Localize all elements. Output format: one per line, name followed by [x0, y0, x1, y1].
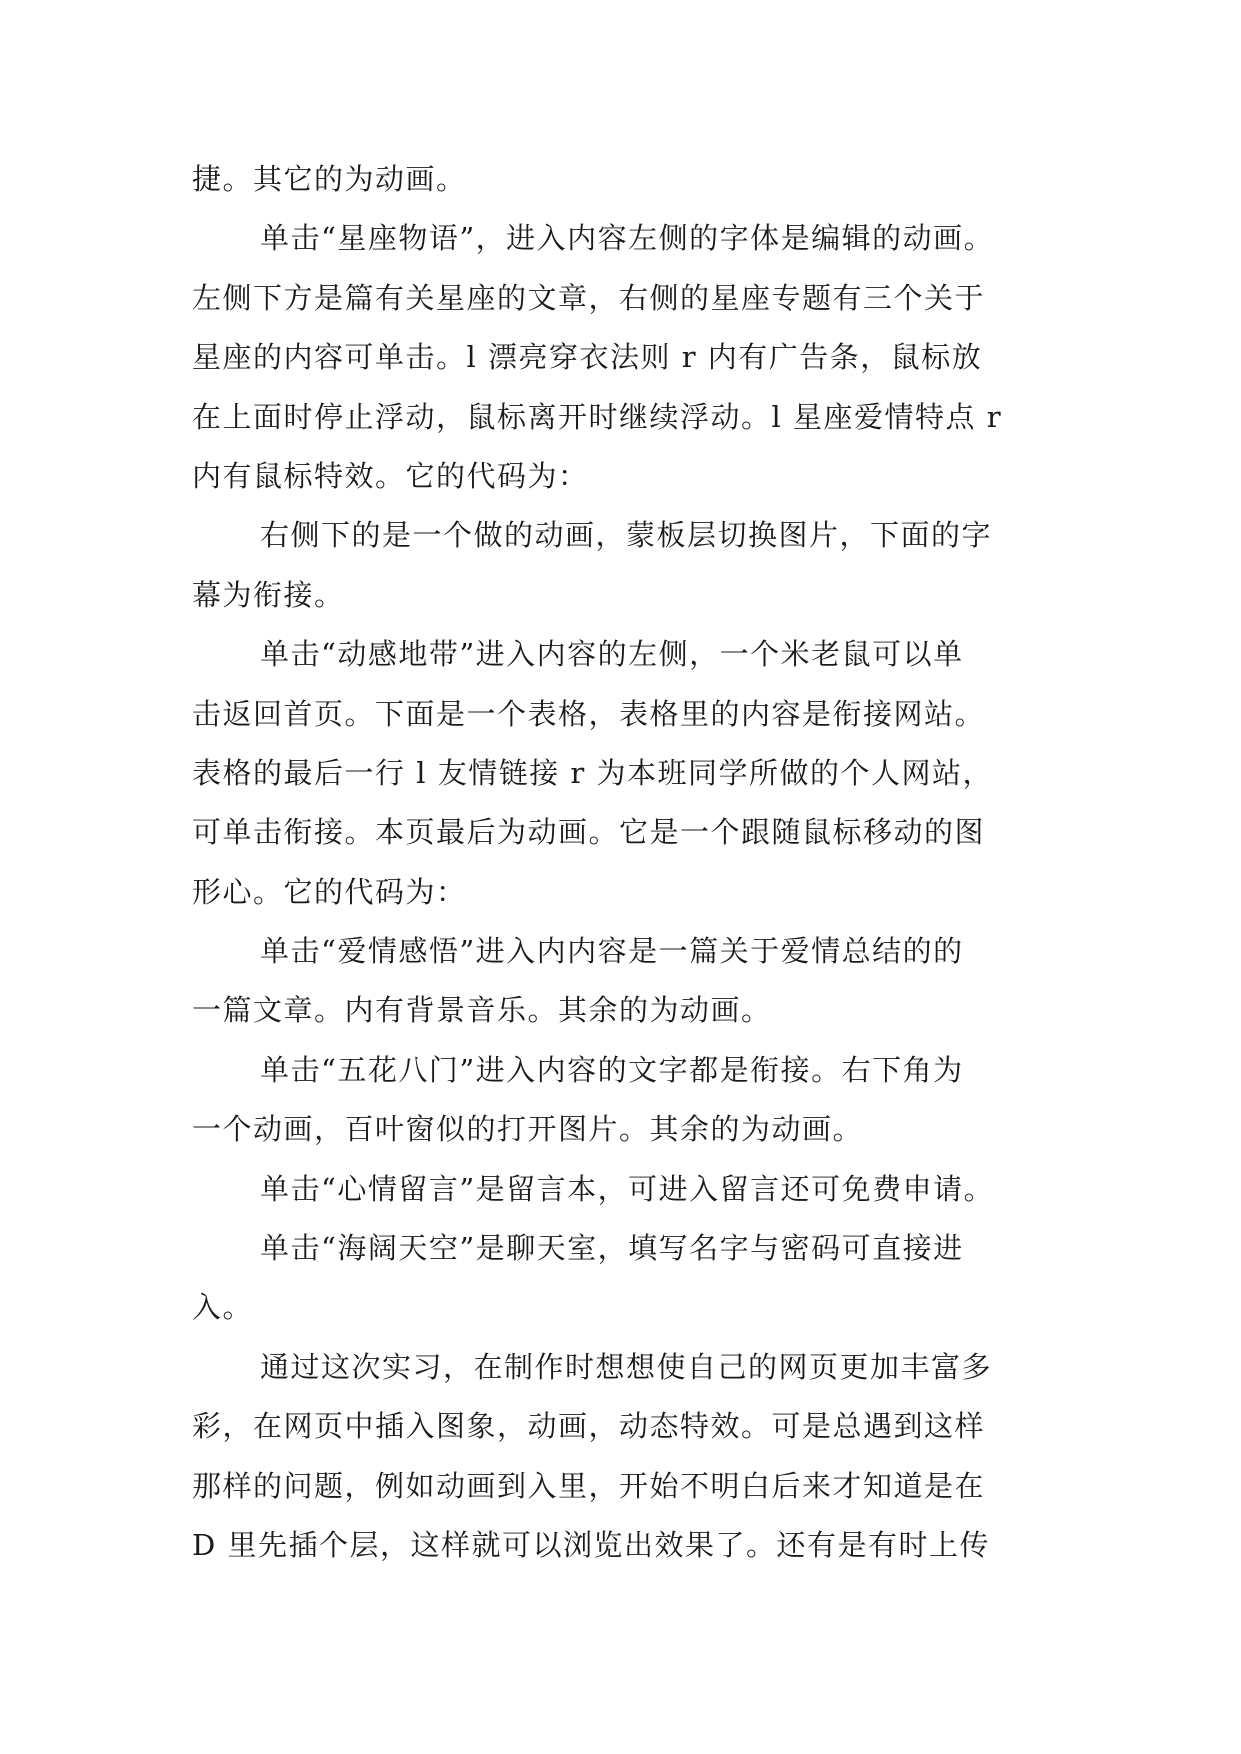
text-line: 捷。其它的为动画。: [192, 162, 467, 196]
text-line: 击返回首页。下面是一个表格，表格里的内容是衔接网站。: [192, 696, 986, 731]
paragraph-start-line: 单击“动感地带”进入内容的左侧，一个米老鼠可以单: [260, 637, 964, 672]
text-line: 一个动画，百叶窗似的打开图片。其余的为动画。: [192, 1112, 864, 1147]
text-line: 表格的最后一行 l 友情链接 r 为本班同学所做的个人网站，: [192, 755, 994, 790]
paragraph-start-line: 单击“星座物语”，进入内容左侧的字体是编辑的动画。: [260, 221, 995, 256]
text-line: 可单击衔接。本页最后为动画。它是一个跟随鼠标移动的图: [192, 815, 986, 850]
text-line: 内有鼠标特效。它的代码为：: [192, 458, 589, 493]
text-line: 一篇文章。内有背景音乐。其余的为动画。: [192, 993, 772, 1028]
paragraph-start-line: 通过这次实习，在制作时想想使自己的网页更加丰富多: [260, 1349, 993, 1384]
text-line: 左侧下方是篇有关星座的文章，右侧的星座专题有三个关于: [192, 280, 986, 315]
document-body: [192, 150, 1077, 1575]
text-line: 在上面时停止浮动，鼠标离开时继续浮动。l 星座爱情特点 r: [192, 399, 1003, 434]
paragraph-start-line: 右侧下的是一个做的动画，蒙板层切换图片，下面的字: [260, 518, 993, 553]
text-line: 幕为衔接。: [192, 577, 345, 612]
paragraph-start-line: 单击“爱情感悟”进入内内容是一篇关于爱情总结的的: [260, 934, 964, 969]
text-line: 形心。它的代码为：: [192, 874, 467, 909]
text-line: 入。: [192, 1290, 254, 1325]
paragraph-start-line: 单击“心情留言”是留言本，可进入留言还可免费申请。: [260, 1171, 995, 1206]
text-line: 彩，在网页中插入图象，动画，动态特效。可是总遇到这样: [192, 1409, 986, 1444]
paragraph-start-line: 单击“五花八门”进入内容的文字都是衔接。右下角为: [260, 1052, 964, 1087]
text-line: 星座的内容可单击。l 漂亮穿衣法则 r 内有广告条，鼠标放: [192, 340, 983, 375]
text-line: 那样的问题，例如动画到入里，开始不明白后来才知道是在: [192, 1468, 986, 1503]
text-line: D 里先插个层，这样就可以浏览出效果了。还有是有时上传: [192, 1527, 990, 1562]
paragraph-start-line: 单击“海阔天空”是聊天室，填写名字与密码可直接进: [260, 1231, 964, 1266]
